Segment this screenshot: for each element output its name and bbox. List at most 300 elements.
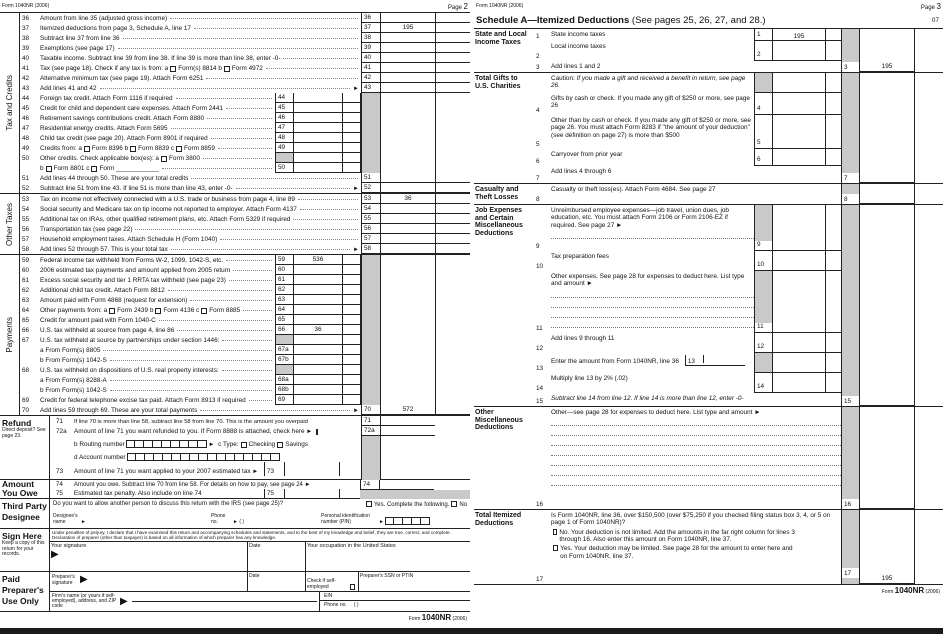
line-text: Credit for amount paid with Form 1040-C <box>40 317 156 324</box>
amount-field[interactable] <box>293 163 342 173</box>
section-other-taxes <box>0 194 470 255</box>
box-number <box>361 153 380 163</box>
amount-field[interactable] <box>293 123 342 133</box>
cents-field[interactable] <box>435 63 470 73</box>
box-number-cell <box>841 115 859 149</box>
line-number: 13 <box>536 365 544 372</box>
line-number: 2 <box>536 53 540 60</box>
line-74: 74 Amount you owe. Subtract line 70 from line 58. For details on how to pay, see page 24 ► <box>55 481 311 488</box>
line-description <box>551 166 841 183</box>
line-number: 66 <box>22 327 30 334</box>
blank-entry-line[interactable] <box>551 318 754 328</box>
line-13-amount[interactable] <box>703 355 743 363</box>
cents-field[interactable] <box>825 73 841 93</box>
amount-field[interactable] <box>380 33 435 43</box>
preparer-date-field[interactable]: Date <box>248 572 306 591</box>
cents-field[interactable] <box>914 510 933 584</box>
checkbox[interactable] <box>91 166 97 172</box>
sign-here-label: Sign Here <box>2 531 42 541</box>
cents-field[interactable] <box>825 29 841 41</box>
checkbox[interactable] <box>109 308 115 314</box>
box-number <box>361 305 380 315</box>
arrow-icon: ► <box>353 186 359 192</box>
amount-field[interactable]: 195 <box>380 23 435 33</box>
line-text: Credit for federal telephone excise tax paid. Attach Form 8913 if required <box>40 397 246 404</box>
line-description <box>551 149 754 166</box>
checkbox[interactable] <box>161 156 167 162</box>
cents-field[interactable] <box>914 393 933 406</box>
amount-field[interactable] <box>293 305 342 315</box>
cents-field[interactable] <box>342 375 361 385</box>
box-number: 14 <box>757 383 765 390</box>
amount-field <box>859 73 914 93</box>
line-number: 42 <box>22 75 30 82</box>
line-text: Other than by cash or check. If you made any gift of $250 or more, see page 26. You must attach Form 8283 if "the amount of your deduction" (see definition on page 27) is more than $500 <box>551 117 751 139</box>
line-text: Gifts by cash or check. If you made any gift of $250 or more, see page 26 <box>551 95 750 110</box>
line-number <box>20 375 40 385</box>
cents-field[interactable] <box>435 53 470 63</box>
box-number <box>361 375 380 385</box>
line-number: 14 <box>536 385 544 392</box>
amount-field[interactable]: 195 <box>859 61 914 72</box>
box-number: 48 <box>275 133 293 143</box>
amount-field[interactable]: 195 <box>859 510 914 584</box>
amount-field[interactable] <box>380 204 435 214</box>
line-73-amount[interactable] <box>284 462 340 476</box>
checkbox[interactable] <box>176 146 182 152</box>
checkbox[interactable] <box>201 308 207 314</box>
line-number: 59 <box>22 257 30 264</box>
amount-field[interactable] <box>380 73 435 83</box>
cents-field[interactable] <box>825 115 841 149</box>
section-payments <box>0 255 470 416</box>
amount-field[interactable] <box>293 315 342 325</box>
amount-you-owe-section: Amount You Owe 74 Amount you owe. Subtract line 70 from line 58. For details on how to pay, see page 24 ► 75 Estimated tax penalty. Also include on line 74 75 74 <box>0 480 470 499</box>
amount-field[interactable] <box>859 166 914 183</box>
blank-entry-line[interactable] <box>551 308 754 318</box>
amount-field[interactable] <box>293 345 342 355</box>
cents-field[interactable] <box>435 173 470 183</box>
cents-field[interactable] <box>435 405 470 415</box>
paid-preparer-label: Paid Preparer's Use Only <box>0 572 50 611</box>
cents-field[interactable] <box>914 166 933 183</box>
line-text: Other—see page 28 for expenses to deduct here. List type and amount ► <box>551 409 761 416</box>
cents-field[interactable] <box>435 43 470 53</box>
line-number: 69 <box>22 397 30 404</box>
line-number: 46 <box>22 115 30 122</box>
line-description <box>40 224 361 234</box>
amount-field[interactable] <box>859 393 914 406</box>
cents-field[interactable] <box>825 333 841 353</box>
cents-field[interactable] <box>914 407 933 509</box>
line-text: Carryover from prior year <box>551 151 623 158</box>
line-74-amount[interactable] <box>379 480 434 490</box>
box-number: 44 <box>275 93 293 103</box>
amount-field[interactable] <box>380 234 435 244</box>
amount-field[interactable] <box>772 149 825 166</box>
line-description <box>551 373 754 393</box>
cents-field[interactable] <box>435 33 470 43</box>
amount-field <box>380 305 435 315</box>
box-number: 38 <box>361 33 380 43</box>
line-description <box>40 355 275 365</box>
line-text: Credit for child and dependent care expenses. Attach Form 2441 <box>40 105 223 112</box>
direct-deposit-note: Direct deposit? See page 23. <box>2 427 46 439</box>
amount-field[interactable] <box>772 333 825 353</box>
cents-field[interactable] <box>342 133 361 143</box>
option-checkbox[interactable] <box>553 529 557 535</box>
cents-field[interactable] <box>435 214 470 224</box>
line-75: 75 Estimated tax penalty. Also include on line 74 75 <box>54 489 360 498</box>
amount-field[interactable] <box>293 385 342 395</box>
cents-field[interactable] <box>342 295 361 305</box>
amount-field[interactable] <box>293 295 342 305</box>
amount-field[interactable] <box>380 63 435 73</box>
line-1 <box>534 29 933 41</box>
cents-field[interactable] <box>435 234 470 244</box>
option-checkbox[interactable] <box>553 545 558 551</box>
line-text: Form 4972 <box>231 65 263 72</box>
cents-field[interactable] <box>435 83 470 93</box>
cents-field <box>914 149 933 166</box>
amount-field[interactable] <box>293 265 342 275</box>
cents-field[interactable] <box>342 103 361 113</box>
amount-field[interactable] <box>380 43 435 53</box>
self-employed-checkbox[interactable] <box>350 584 355 590</box>
line-text: Other expenses. See page 28 for expenses to deduct here. List type and amount ► <box>551 273 745 288</box>
cents-field[interactable] <box>342 315 361 325</box>
option-text: No. Your deduction is not limited. Add the amounts in the far right column for lines 3 through 16. Also enter this amount on Form 1040NR, line 37. <box>559 528 795 544</box>
box-number: 60 <box>275 265 293 275</box>
cents-field[interactable] <box>342 285 361 295</box>
amount-field[interactable] <box>380 13 435 23</box>
line-11 <box>534 271 933 333</box>
amount-field[interactable] <box>859 184 914 204</box>
cents-field[interactable] <box>342 163 361 173</box>
amount-field[interactable] <box>380 244 435 254</box>
checkbox[interactable] <box>130 146 136 152</box>
box-number: 57 <box>361 234 380 244</box>
cents-field[interactable] <box>435 183 470 193</box>
amount-field[interactable] <box>293 133 342 143</box>
amount-field[interactable] <box>772 353 825 373</box>
cents-field[interactable] <box>435 244 470 254</box>
line-text: Form ____________ <box>99 165 159 172</box>
line-40 <box>20 53 470 63</box>
box-number: 10 <box>757 261 765 268</box>
line-75-amount[interactable] <box>284 489 340 498</box>
schedule-title: Schedule A—Itemized Deductions <box>476 14 630 26</box>
line-62 <box>20 285 470 295</box>
amount-field[interactable] <box>772 271 825 333</box>
amount-field <box>380 375 435 385</box>
cents-field[interactable] <box>825 149 841 166</box>
box-number: 58 <box>361 244 380 254</box>
refund-section: Refund Direct deposit? See page 23. 71 If line 70 is more than line 58, subtract line 58 from line 70. This is the amount you overpaid 72a Amount of line 71 you want refunded to you. If Form 8888 is attached, check here ► b Routing number ► c Type: Checking Savings d Account number 73 Amount of line 71 you want applied to your 2007 estimated tax ► 73 71 72a <box>0 416 470 480</box>
designee-phone-input[interactable]: ► ( ) <box>233 519 245 525</box>
cents-field[interactable] <box>342 345 361 355</box>
cents-field[interactable] <box>342 123 361 133</box>
amount-field[interactable] <box>772 251 825 271</box>
amount-field <box>859 333 914 353</box>
cents-field[interactable] <box>342 385 361 395</box>
amount-field[interactable] <box>293 103 342 113</box>
third-party-designee-section: Third Party Designee Do you want to allow another person to discuss this return with the IRS (see page 25)? Yes. Complete the following. No Designee's name ► Phone no. ► ( ) Personal identification number (PIN) ► <box>0 499 470 529</box>
cents-field[interactable] <box>825 271 841 333</box>
box-number <box>361 325 380 335</box>
amount-field[interactable]: 195 <box>772 29 825 41</box>
box-number-cell <box>754 373 772 393</box>
amount-field[interactable] <box>772 205 825 251</box>
box-number-cell <box>754 251 772 271</box>
line-number: 40 <box>22 55 30 62</box>
line-16 <box>534 407 933 509</box>
amount-field <box>859 251 914 271</box>
line-number: 53 <box>22 196 30 203</box>
amount-field[interactable] <box>772 115 825 149</box>
amount-field[interactable] <box>293 335 342 345</box>
section-other-miscellaneous-deductions <box>474 407 943 510</box>
amount-field[interactable] <box>380 224 435 234</box>
cents-field[interactable] <box>435 13 470 23</box>
cents-field[interactable] <box>342 93 361 103</box>
checkbox[interactable] <box>46 166 52 172</box>
line-57 <box>20 234 470 244</box>
line-text: Other payments from: a <box>40 307 108 314</box>
cents-field <box>914 93 933 115</box>
line-number: 11 <box>536 325 543 332</box>
page-header <box>0 0 470 12</box>
blank-entry-line[interactable] <box>551 426 841 436</box>
sign-date-field[interactable]: Date <box>248 542 306 573</box>
box-number-cell <box>841 353 859 373</box>
box-number: 68a <box>275 375 293 385</box>
cents-field[interactable] <box>342 255 361 265</box>
box-number: 15 <box>842 396 859 406</box>
cents-field[interactable] <box>435 23 470 33</box>
line-number: 3 <box>536 64 540 71</box>
line-text: b <box>40 165 44 172</box>
line-description <box>40 275 275 285</box>
section-label: State and Local Income Taxes <box>475 31 527 46</box>
cents-field[interactable] <box>435 73 470 83</box>
section-label: Total Itemized Deductions <box>475 512 522 527</box>
occupation-field[interactable]: Your occupation in the United States <box>307 543 396 550</box>
box-number-cell <box>754 205 772 251</box>
amount-field[interactable]: 36 <box>293 325 342 335</box>
amount-field[interactable]: 572 <box>380 405 435 415</box>
amount-field[interactable] <box>380 183 435 193</box>
cents-field[interactable] <box>825 205 841 251</box>
amount-field[interactable] <box>772 73 825 93</box>
line-description <box>551 115 754 149</box>
line-description <box>40 173 361 183</box>
preparer-phone-field[interactable]: Phone no. ( ) <box>324 602 359 608</box>
amount-field[interactable] <box>293 375 342 385</box>
cents-field[interactable] <box>342 325 361 335</box>
firm-name-field[interactable]: Firm's name (or yours if self-employed), address, and ZIP code ▶ <box>50 592 320 611</box>
line-60 <box>20 265 470 275</box>
amount-field[interactable] <box>380 53 435 63</box>
line-number: 8 <box>536 196 540 203</box>
amount-field[interactable] <box>380 173 435 183</box>
designee-pin-input[interactable] <box>385 517 430 525</box>
amount-field[interactable] <box>380 83 435 93</box>
amount-field[interactable] <box>772 93 825 115</box>
cents-field[interactable] <box>342 275 361 285</box>
line-description <box>551 333 754 353</box>
line-72a-amount[interactable] <box>380 426 435 436</box>
line-description <box>40 73 361 83</box>
blank-entry-line[interactable] <box>551 416 841 426</box>
perjury-declaration: Under penalties of perjury, I declare that I have examined this return and accompanying schedules and statements, and to the best of my knowledge and belief, they are true, correct, and complete. Declaration of preparer (other than taxpayer) is based on all information of which preparer has any knowledge. <box>50 529 470 542</box>
box-number <box>361 335 380 345</box>
cents-field[interactable] <box>342 355 361 365</box>
line-text: b From Form(s) 1042-S <box>40 357 107 364</box>
line-description <box>40 33 361 43</box>
line-description <box>40 143 275 153</box>
cents-field[interactable] <box>342 153 361 163</box>
cents-field[interactable] <box>342 365 361 375</box>
amount-field[interactable] <box>293 93 342 103</box>
line-text: U.S. tax withheld on dispositions of U.S. real property interests: <box>40 367 219 374</box>
amount-field[interactable] <box>380 214 435 224</box>
line-description <box>551 41 754 61</box>
savings-checkbox[interactable] <box>277 442 283 448</box>
cents-field[interactable] <box>914 61 933 72</box>
blank-entry-line[interactable] <box>551 288 754 298</box>
line-text: Tax preparation fees <box>551 253 609 260</box>
cents-field[interactable] <box>825 353 841 373</box>
amount-field[interactable] <box>293 275 342 285</box>
line-58 <box>20 244 470 254</box>
box-number <box>275 365 293 375</box>
preparer-ssn-field[interactable]: Preparer's SSN or PTIN <box>360 573 414 579</box>
blank-entry-line[interactable] <box>551 298 754 308</box>
line-number: 9 <box>536 243 540 250</box>
line-description <box>40 53 361 63</box>
amount-field <box>859 373 914 393</box>
line-text: State income taxes <box>551 31 606 38</box>
checkbox[interactable] <box>170 66 176 72</box>
box-number <box>361 345 380 355</box>
box-number: 61 <box>275 275 293 285</box>
amount-field <box>380 133 435 143</box>
checkbox[interactable] <box>155 308 161 314</box>
blank-entry-line[interactable] <box>551 476 841 486</box>
cents-field[interactable] <box>435 194 470 204</box>
blank-entry-line[interactable] <box>551 456 841 466</box>
amount-field <box>380 163 435 173</box>
box-number-cell <box>841 510 859 584</box>
cents-field[interactable] <box>825 41 841 61</box>
amount-field[interactable]: 536 <box>293 255 342 265</box>
cents-field[interactable] <box>342 113 361 123</box>
line-8 <box>534 184 933 204</box>
cents-field[interactable] <box>825 93 841 115</box>
line-text: Add lines 41 and 42 <box>40 85 97 92</box>
amount-field[interactable] <box>293 355 342 365</box>
line-text: Alternative minimum tax (see page 19). Attach Form 6251 <box>40 75 204 82</box>
account-number-input[interactable] <box>127 453 280 461</box>
line-description <box>551 407 841 509</box>
cents-field <box>914 333 933 353</box>
box-number: 16 <box>842 499 859 509</box>
amount-field[interactable] <box>293 113 342 123</box>
page-number: 3 <box>936 1 941 11</box>
ein-field[interactable]: EIN <box>320 592 470 601</box>
cents-field[interactable] <box>342 335 361 345</box>
form-8888-checkbox[interactable] <box>316 429 318 435</box>
line-description <box>40 13 361 23</box>
line-2 <box>534 41 933 61</box>
cents-field[interactable] <box>342 265 361 275</box>
blank-entry-line[interactable] <box>551 436 841 446</box>
routing-number-input[interactable] <box>126 440 207 448</box>
line-description <box>40 405 361 415</box>
line-number: 63 <box>22 297 30 304</box>
amount-field <box>380 113 435 123</box>
box-number-cell <box>754 149 772 166</box>
amount-field[interactable] <box>859 407 914 509</box>
amount-field[interactable] <box>772 41 825 61</box>
line-text: Add lines 52 through 57. This is your total tax <box>40 246 168 253</box>
checkbox[interactable] <box>84 146 90 152</box>
amount-field[interactable] <box>293 395 342 405</box>
amount-field[interactable]: 36 <box>380 194 435 204</box>
box-number <box>361 133 380 143</box>
cents-field <box>435 123 470 133</box>
blank-entry-line[interactable] <box>551 446 841 456</box>
amount-field[interactable] <box>293 153 342 163</box>
amount-field <box>380 275 435 285</box>
cents-field[interactable] <box>825 251 841 271</box>
your-signature-field[interactable]: Your signature ▶ <box>50 542 248 573</box>
cents-field[interactable] <box>342 395 361 405</box>
cents-field[interactable] <box>342 143 361 153</box>
line-description <box>40 113 275 123</box>
cents-field <box>435 365 470 375</box>
amount-field[interactable] <box>293 285 342 295</box>
line-description <box>40 63 361 73</box>
section-label <box>0 13 20 193</box>
checking-checkbox[interactable] <box>241 442 247 448</box>
amount-field[interactable] <box>772 373 825 393</box>
cents-field[interactable] <box>825 373 841 393</box>
blank-entry-line[interactable] <box>551 229 754 239</box>
line-number: 52 <box>22 185 30 192</box>
line-description <box>40 345 275 355</box>
designee-name-input[interactable]: ► <box>81 519 86 525</box>
line-64 <box>20 305 470 315</box>
cents-field[interactable] <box>435 224 470 234</box>
designee-no-checkbox[interactable] <box>451 501 457 507</box>
checkbox[interactable] <box>224 66 230 72</box>
amount-field <box>380 295 435 305</box>
blank-entry-line[interactable] <box>551 466 841 476</box>
cents-field[interactable] <box>914 184 933 204</box>
line-71-amount[interactable] <box>380 416 435 426</box>
line-number: 15 <box>536 398 544 405</box>
preparer-signature-field[interactable]: Preparer's signature ▶ <box>50 572 248 591</box>
amount-field[interactable] <box>293 365 342 375</box>
cents-field[interactable] <box>435 204 470 214</box>
amount-field[interactable] <box>293 143 342 153</box>
line-number <box>20 385 40 395</box>
cents-field[interactable] <box>342 305 361 315</box>
line-description <box>40 295 275 305</box>
designee-yes-checkbox[interactable] <box>366 501 372 507</box>
